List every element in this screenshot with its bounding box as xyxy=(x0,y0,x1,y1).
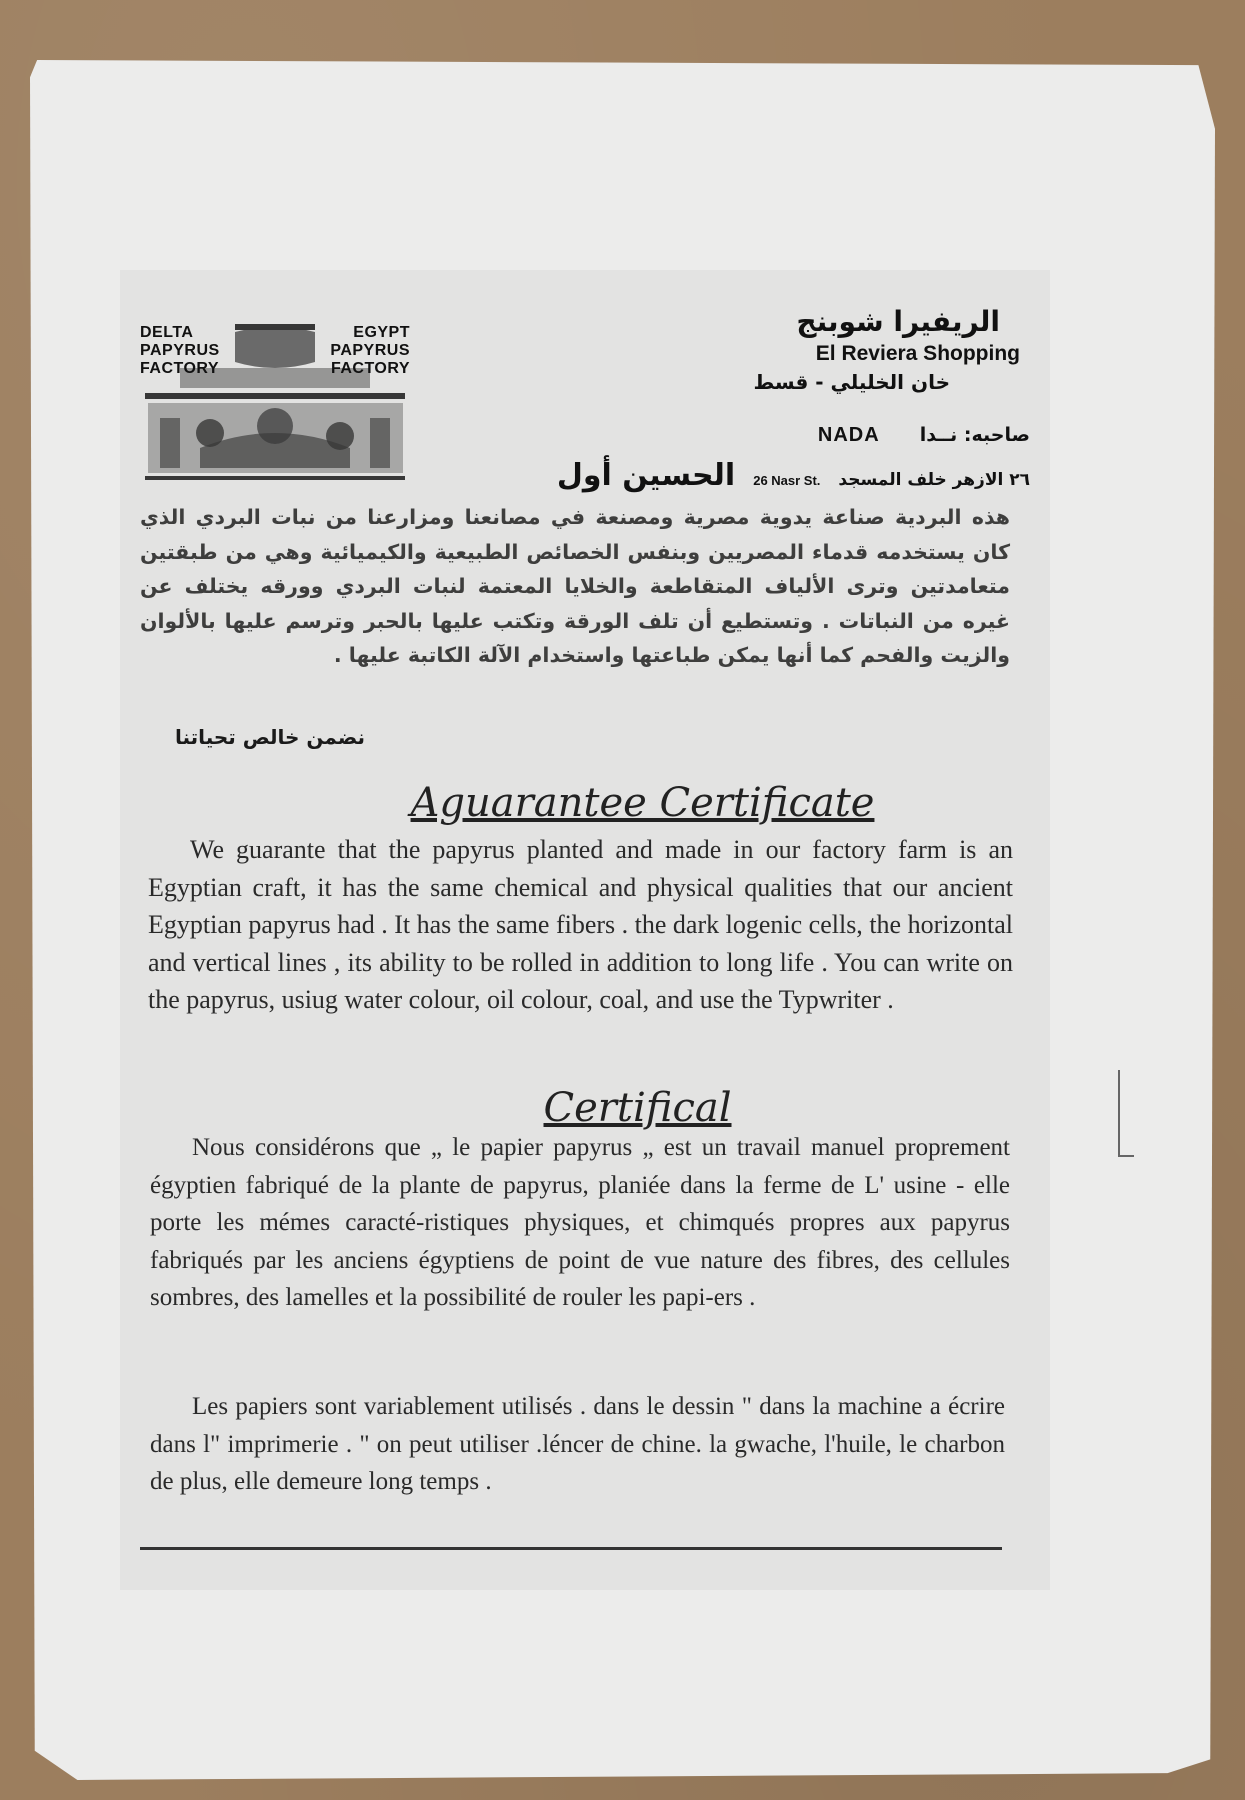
shop-header xyxy=(753,305,1020,394)
papyrus-factory-stamp xyxy=(140,318,410,483)
margin-bracket-mark xyxy=(1118,1070,1134,1157)
arabic-paragraph: هذه البردية صناعة يدوية مصرية ومصنعة في مصانعنا ومزارعنا من نبات البردي الذي كان يستخدمه قدماء المصريين وبنفس الخصائص الطبيعية والكيميائية وهي من طبقتين متعامدتين وترى الألياف المتقاطعة والخلايا المعتمة لنبات البردي وورقه يختلف عن غيره من النباتات . وتستطيع أن تلف الورقة وتكتب عليها بالحبر وترسم عليها بالألوان والزيت والفحم كما أنها يمكن طباعتها واستخدام الآلة الكاتبة عليها . xyxy=(140,505,1010,667)
english-certificate-title: Aguarantee Certificate xyxy=(410,780,875,826)
stamp-left-label: DELTA PAPYRUS FACTORY xyxy=(140,324,220,377)
french-certificate-body-2: Les papiers sont variablement utilisés . dans le dessin " dans la machine a écrire dans l" imprimerie . " on peut utiliser .léncer de chine. la gwache, l'huile, le charbon de plus, elle demeure long temps . xyxy=(150,1393,1005,1495)
stamp-right-label: EGYPT PAPYRUS FACTORY xyxy=(330,324,410,377)
address-district-arabic: الحسين أول xyxy=(556,458,736,493)
bottom-divider xyxy=(140,1547,1002,1550)
owner-label-arabic: صاحبه: نــدا xyxy=(919,424,1030,446)
shop-location-arabic: خان الخليلي - قسط xyxy=(753,370,950,394)
arabic-signature: نضمن خالص تحياتنا xyxy=(175,725,366,749)
address-english: 26 Nasr St. xyxy=(753,473,821,488)
english-certificate-body: We guarante that the papyrus planted and made in our factory farm is an Egyptian craft, it has the same chemical and physical qualities that our ancient Egyptian papyrus had . It has the same fibers . the dark logenic cells, the horizontal and vertical lines , its ability to be rolled in addition to long life . You can write on the papyrus, usiug water colour, oil colour, coal, and use the Typwriter . xyxy=(148,835,1013,1014)
owner-name-english: NADA xyxy=(817,424,880,446)
owner-row xyxy=(818,424,1030,447)
address-row xyxy=(557,458,1030,493)
shop-name-arabic: الريفيرا شوبنج xyxy=(796,305,1000,338)
french-certificate-title: Certifical xyxy=(543,1085,732,1131)
french-certificate-body-1: Nous considérons que „ le papier papyrus „ est un travail manuel proprement égyptien fabriqué de la plante de papyrus, planiée dans la ferme de L' usine - elle porte les mémes caracté-ristiques physiques, et chimqués propres aux papyrus fabriqués par les anciens égyptiens de point de vue nature des fibres, des cellules sombres, des lamelles et la possibilité de rouler les papi-ers . xyxy=(150,1134,1010,1311)
shop-name-english: El Reviera Shopping xyxy=(815,342,1020,365)
address-arabic: ٢٦ الازهر خلف المسجد xyxy=(838,470,1030,490)
